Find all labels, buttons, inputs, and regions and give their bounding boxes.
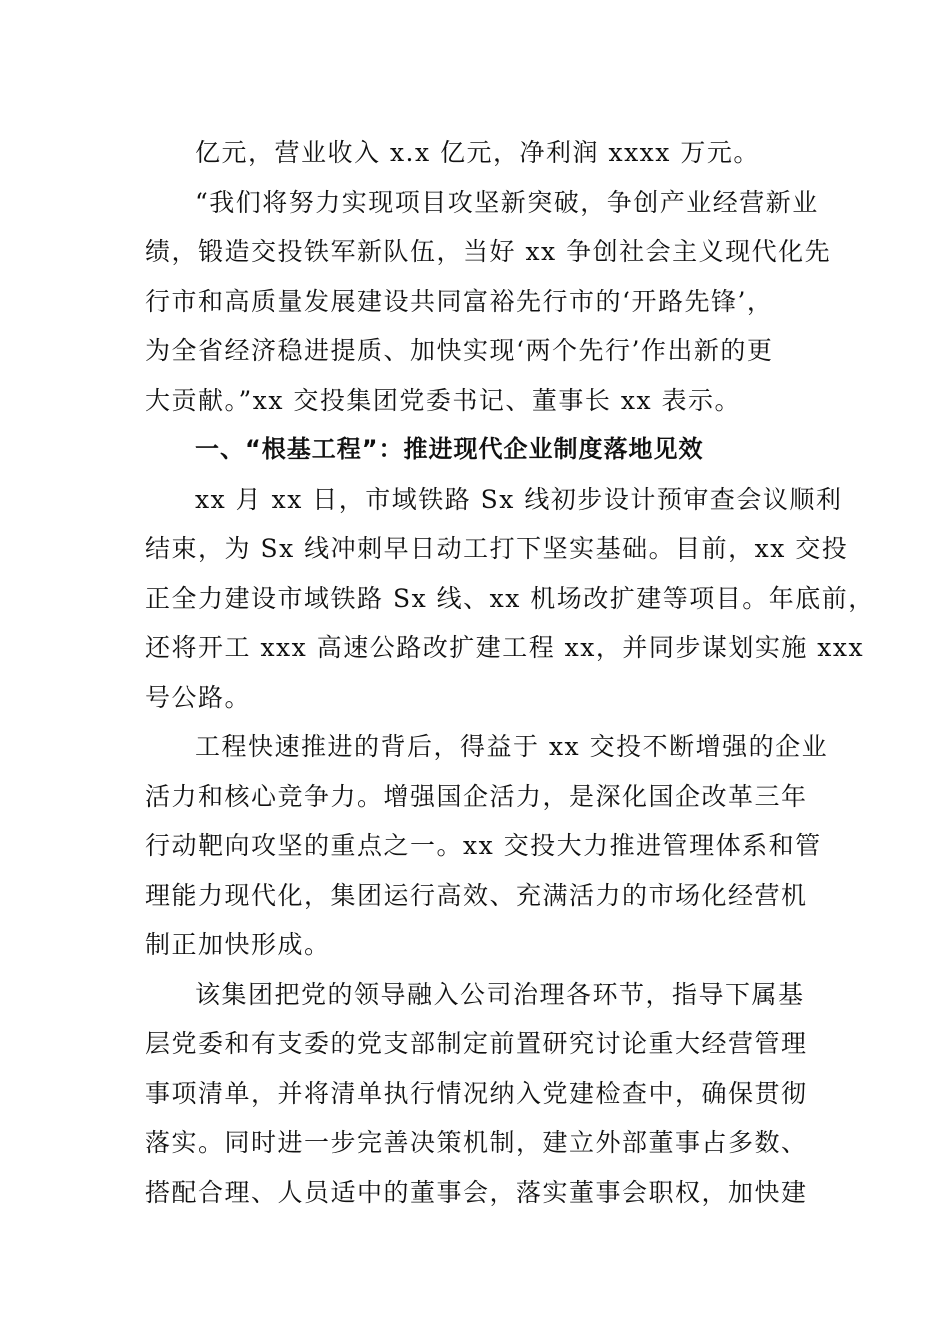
paragraph [145, 475, 875, 723]
section-heading [145, 425, 807, 475]
paragraph [145, 178, 832, 426]
text-line: 落实。同时进一步完善决策机制，建立外部董事占多数、 [145, 1128, 808, 1157]
text-line: 该集团把党的领导融入公司治理各环节，指导下属基 [195, 979, 805, 1009]
text-line: 事项清单，并将清单执行情况纳入党建检查中，确保贯彻 [145, 1078, 808, 1108]
text-line: 大贡献。”xx 交投集团党委书记、董事长 xx 表示。 [145, 385, 742, 415]
text-line: 层党委和有支委的党支部制定前置研究讨论重大经营管理 [145, 1029, 808, 1058]
text-line: “我们将努力实现项目攻坚新突破，争创产业经营新业 [195, 187, 819, 217]
text-line: 活力和核心竞争力。增强国企活力，是深化国企改革三年 [145, 781, 808, 811]
text-line: 理能力现代化，集团运行高效、充满活力的市场化经营机 [145, 880, 808, 910]
text-line: 绩，锻造交投铁军新队伍，当好 xx 争创社会主义现代化先 [145, 237, 832, 266]
text-line: 工程快速推进的背后，得益于 xx 交投不断增强的企业 [195, 732, 829, 761]
text-line: 结束，为 Sx 线冲刺早日动工打下坚实基础。目前，xx 交投 [145, 534, 849, 563]
text-line: 行动靶向攻坚的重点之一。xx 交投大力推进管理体系和管 [145, 831, 822, 860]
text-line: 制正加快形成。 [145, 930, 331, 959]
text-line: 一、“根基工程”：推进现代企业制度落地见效 [195, 435, 704, 463]
document-body [145, 128, 875, 1217]
text-line: 正全力建设市域铁路 Sx 线、xx 机场改扩建等项目。年底前， [145, 583, 875, 613]
paragraph [145, 970, 807, 1218]
text-line: 还将开工 xxx 高速公路改扩建工程 xx，并同步谋划实施 xxx [145, 633, 865, 662]
text-line: 为全省经济稳进提质、加快实现‘两个先行’作出新的更 [145, 336, 774, 365]
text-line: xx 月 xx 日，市域铁路 Sx 线初步设计预审查会议顺利 [195, 484, 843, 514]
paragraph [145, 128, 807, 178]
text-line: 搭配合理、人员适中的董事会，落实董事会职权，加快建 [145, 1177, 808, 1207]
text-line: 亿元，营业收入 x.x 亿元，净利润 xxxx 万元。 [195, 138, 760, 167]
text-line: 号公路。 [145, 682, 252, 712]
text-line: 行市和高质量发展建设共同富裕先行市的‘开路先锋’， [145, 286, 774, 316]
paragraph [145, 722, 829, 970]
